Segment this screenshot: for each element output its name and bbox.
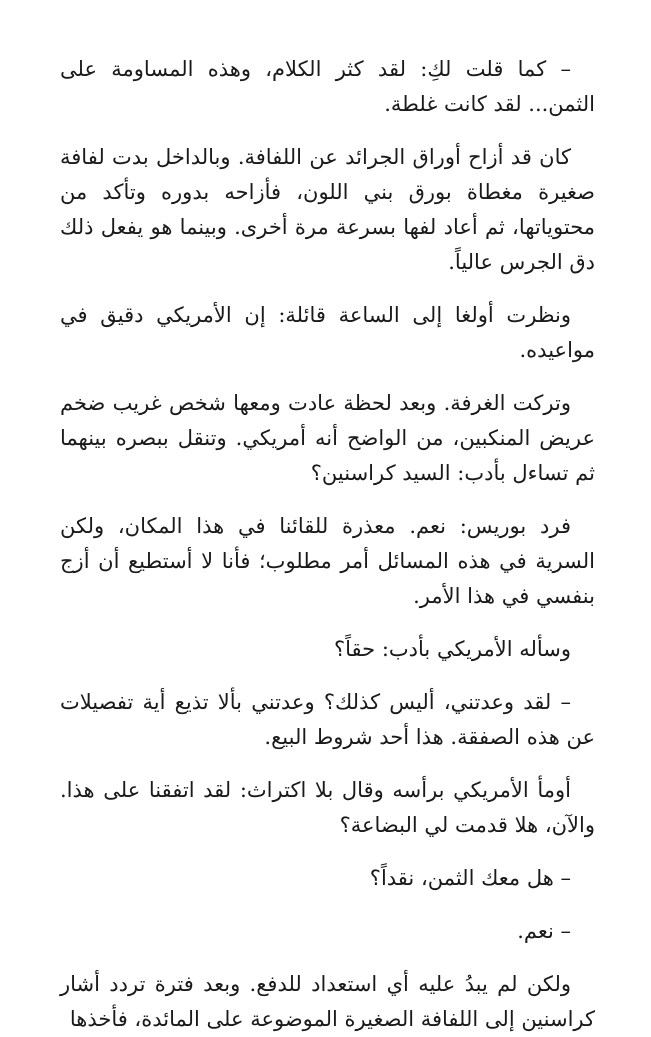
paragraph-11: ولكن لم يبدُ عليه أي استعداد للدفع. وبعد فترة تردد أشار كراسنين إلى اللفافة الصغيرة الموضوعة على المائدة، فأخذها (60, 972, 595, 1031)
paragraph-1: – كما قلت لكِ: لقد كثر الكلام، وهذه المساومة على الثمن... لقد كانت غلطة. (60, 57, 595, 116)
paragraph-6: وسأله الأمريكي بأدب: حقاً؟ (334, 637, 571, 661)
paragraph-10: – نعم. (517, 919, 571, 943)
paragraph-3: ونظرت أولغا إلى الساعة قائلة: إن الأمريكي دقيق في مواعيده. (60, 303, 595, 362)
paragraph-8: أومأ الأمريكي برأسه وقال بلا اكتراث: لقد اتفقنا على هذا. والآن، هلا قدمت لي البضاعة؟ (60, 778, 595, 837)
paragraph-2: كان قد أزاح أوراق الجرائد عن اللفافة. وبالداخل بدت لفافة صغيرة مغطاة بورق بني اللون، فأزاحه بدوره وتأكد من محتوياتها، ثم أعاد لفها بسرعة مرة أخرى. وبينما هو يفعل ذلك دق الجرس عالياً. (60, 145, 595, 274)
paragraph-9: – هل معك الثمن، نقداً؟ (369, 866, 571, 890)
paragraph-4: وتركت الغرفة. وبعد لحظة عادت ومعها شخص غريب ضخم عريض المنكبين، من الواضح أنه أمريكي. وتنقل ببصره بينهما ثم تساءل بأدب: السيد كراسنين؟ (60, 391, 595, 485)
paragraph-5: فرد بوريس: نعم. معذرة للقائنا في هذا المكان، ولكن السرية في هذه المسائل أمر مطلوب؛ فأنا لا أستطيع أن أزج بنفسي في هذا الأمر. (60, 514, 595, 608)
paragraph-7: – لقد وعدتني، أليس كذلك؟ وعدتني بألا تذيع أية تفصيلات عن هذه الصفقة. هذا أحد شروط البيع. (60, 690, 595, 749)
